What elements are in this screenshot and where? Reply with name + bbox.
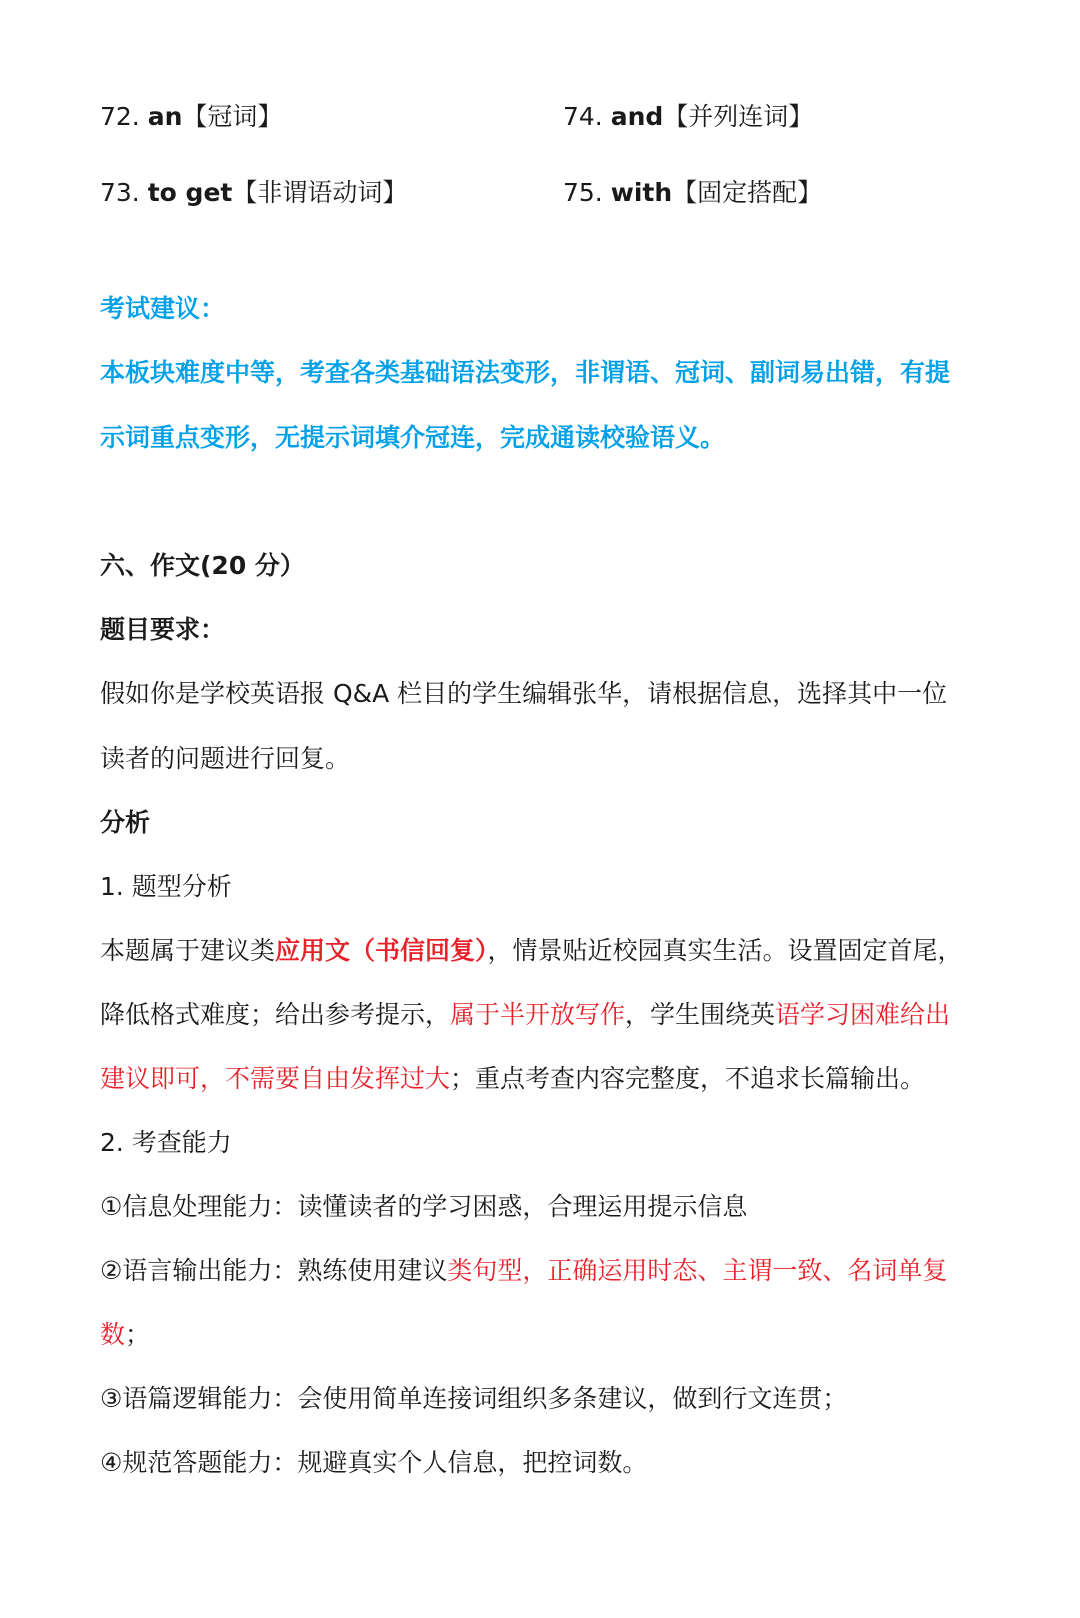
type-paragraph-line-3: 建议即可，不需要自由发挥过大；重点考查内容完整度，不追求长篇输出。 xyxy=(100,1064,926,1093)
ability-item-4: ④规范答题能力：规避真实个人信息，把控词数。 xyxy=(100,1448,648,1477)
type-paragraph-line-1: 本题属于建议类应用文（书信回复），情景贴近校园真实生活。设置固定首尾， xyxy=(100,936,963,965)
advice-line-1: 本板块难度中等，考查各类基础语法变形，非谓语、冠词、副词易出错，有提 xyxy=(100,358,951,387)
highlight-application-writing: 应用文（书信回复） xyxy=(275,936,488,965)
ability-item-2: ②语言输出能力：熟练使用建议类句型，正确运用时态、主谓一致、名词单复 xyxy=(100,1256,948,1285)
advice-title: 考试建议： xyxy=(100,294,226,323)
answer-75: 75. with【固定搭配】 xyxy=(563,178,823,207)
analysis-title: 分析 xyxy=(100,808,151,837)
answer-74: 74. and【并列连词】 xyxy=(563,102,814,131)
ability-item-1: ①信息处理能力：读懂读者的学习困惑，合理运用提示信息 xyxy=(100,1192,748,1221)
answer-72: 72. an【冠词】 xyxy=(100,102,283,131)
advice-line-2: 示词重点变形，无提示词填介冠连，完成通读校验语义。 xyxy=(100,423,726,452)
type-paragraph-line-2: 降低格式难度；给出参考提示，属于半开放写作，学生围绕英语学习困难给出 xyxy=(100,1000,951,1029)
type-analysis-heading: 1. 题型分析 xyxy=(100,872,232,901)
requirement-line-1: 假如你是学校英语报 Q&A 栏目的学生编辑张华，请根据信息，选择其中一位 xyxy=(100,679,948,708)
essay-section-title: 六、作文(20 分） xyxy=(100,551,305,580)
highlight-grammar-points: 类句型，正确运用时态、主谓一致、名词单复 xyxy=(447,1256,948,1285)
answer-73: 73. to get【非谓语动词】 xyxy=(100,178,408,207)
ability-item-2-cont: 数； xyxy=(100,1320,151,1349)
highlight-semi-open: 属于半开放写作 xyxy=(450,1000,626,1029)
requirement-title: 题目要求： xyxy=(100,615,226,644)
requirement-line-2: 读者的问题进行回复。 xyxy=(100,744,351,773)
highlight-learning-difficulty: 语学习困难给出 xyxy=(775,1000,951,1029)
ability-item-3: ③语篇逻辑能力：会使用简单连接词组织多条建议，做到行文连贯； xyxy=(100,1384,848,1413)
ability-heading: 2. 考查能力 xyxy=(100,1128,232,1157)
highlight-suggestion-only: 建议即可，不需要自由发挥过大 xyxy=(100,1064,451,1093)
